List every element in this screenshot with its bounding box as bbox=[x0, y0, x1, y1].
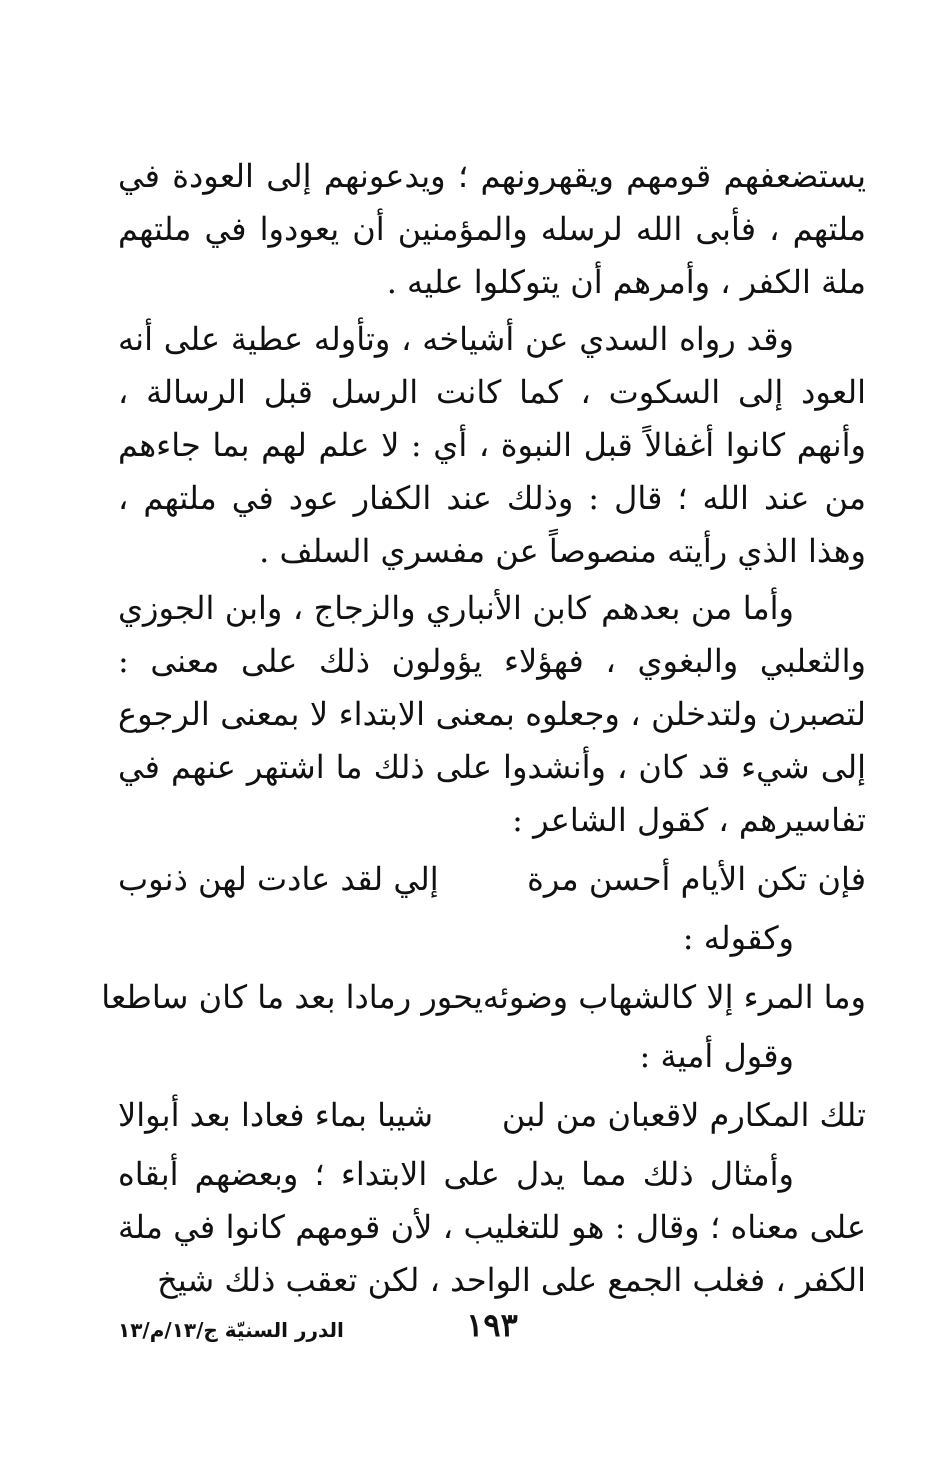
verse-3-first-hemistich: تلك المكارم لاقعبان من لبن bbox=[501, 1096, 866, 1134]
verse-2-second-hemistich: يحور رمادا بعد ما كان ساطعا bbox=[101, 978, 483, 1016]
paragraph-2: وقد رواه السدي عن أشياخه ، وتأوله عطية على أنه العود إلى السكوت ، كما كانت الرسل قبل الرسالة ، وأنهم كانوا أغفالاً قبل النبوة ، أي : لا علم لهم بما جاءهم من عند الله ؛ قال : وذلك عند الكفار عود في ملتهم ، وهذا الذي رأيته منصوصاً عن مفسري السلف . bbox=[118, 320, 866, 570]
page-footer bbox=[118, 1305, 866, 1355]
paragraph-4: وأمثال ذلك مما يدل على الابتداء ؛ وبعضهم أبقاه على معناه ؛ وقال : هو للتغليب ، لأن قومهم كانوا في ملة الكفر ، فغلب الجمع على الواحد ، لكن تعقب ذلك شيخ bbox=[118, 1155, 866, 1299]
verse-3 bbox=[118, 1089, 866, 1142]
verse-2-first-hemistich: وما المرء إلا كالشهاب وضوئه bbox=[482, 978, 866, 1016]
verse-1-first-hemistich: فإن تكن الأيام أحسن مرة bbox=[527, 860, 866, 898]
body-text bbox=[101, 150, 867, 1311]
verse-3-intro: وقول أمية : bbox=[639, 1037, 794, 1075]
verse-3-second-hemistich: شيبا بماء فعادا بعد أبوالا bbox=[118, 1096, 433, 1134]
page-number: ١٩٣ bbox=[466, 1306, 518, 1344]
verse-1-second-hemistich: إلي لقد عادت لهن ذنوب bbox=[118, 860, 439, 898]
paragraph-3: وأما من بعدهم كابن الأنباري والزجاج ، وابن الجوزي والثعلبي والبغوي ، فهؤلاء يؤولون ذلك على معنى : لتصبرن ولتدخلن ، وجعلوه بمعنى الابتداء لا بمعنى الرجوع إلى شيء قد كان ، وأنشدوا على ذلك ما اشتهر عنهم في تفاسيرهم ، كقول الشاعر : bbox=[118, 589, 867, 839]
verse-2 bbox=[101, 971, 866, 1024]
verse-2-intro: وكقوله : bbox=[682, 919, 794, 957]
verse-1 bbox=[118, 853, 866, 906]
paragraph-1: يستضعفهم قومهم ويقهرونهم ؛ ويدعونهم إلى العودة في ملتهم ، فأبى الله لرسله والمؤمنين أن يعودوا في ملتهم ملة الكفر ، وأمرهم أن يتوكلوا عليه . bbox=[118, 157, 867, 301]
book-reference: الدرر السنيّة ج/١٣/م/١٣ bbox=[118, 1318, 344, 1342]
